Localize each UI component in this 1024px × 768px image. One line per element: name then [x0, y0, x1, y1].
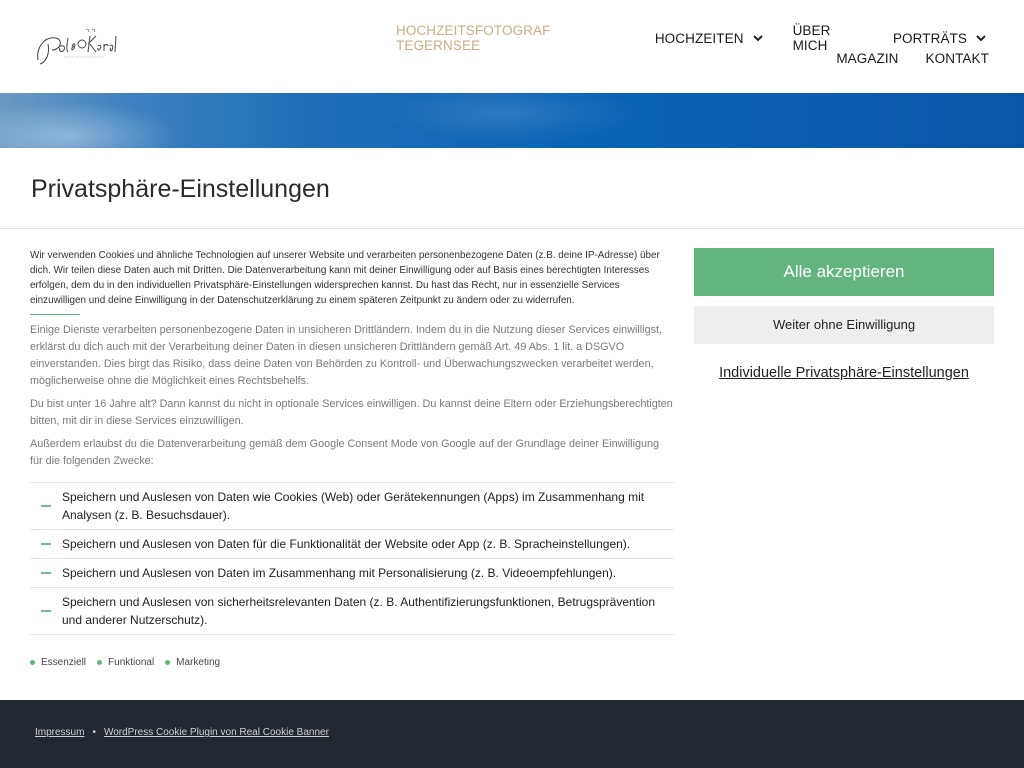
site-header: [0, 0, 1024, 93]
dash-icon: [30, 610, 62, 612]
purpose-text: Speichern und Auslesen von sicherheitsrelevanten Daten (z. B. Authentifizierungsfunktionen, Betrugsprävention und anderer Nutzerschutz).: [62, 595, 656, 627]
group-marketing: [165, 657, 220, 668]
purpose-list: [30, 482, 674, 635]
list-item: [30, 559, 674, 588]
site-logo[interactable]: [34, 26, 120, 68]
nav-item-label: HOCHZEITEN: [654, 30, 744, 46]
dash-icon: [30, 505, 62, 507]
nav-item-hochzeiten[interactable]: [655, 31, 766, 46]
dash-icon: [30, 543, 62, 545]
dialog-footer: [0, 700, 1024, 768]
group-label: Essenziell: [41, 657, 87, 668]
banner-cloud: [0, 101, 180, 148]
accept-all-button[interactable]: Alle akzeptieren: [694, 248, 994, 296]
continue-without-consent-button[interactable]: Weiter ohne Einwilligung: [694, 306, 994, 344]
bullet-icon: [30, 660, 35, 665]
nav-item-magazin[interactable]: [836, 51, 898, 66]
list-item: [30, 588, 674, 635]
nav-item-label: ÜBER MICH: [792, 23, 831, 53]
group-funktional: [97, 657, 154, 668]
nav-item-hochzeitsfotograf-tegernsee[interactable]: [396, 23, 628, 53]
list-item: [30, 483, 674, 530]
consent-paragraph-third-countries: Einige Dienste verarbeiten personenbezogene Daten in unsicheren Drittländern. Indem du in die Nutzung dieser Services einwilligst, erklärst du dich auch mit der Verarbeitung deiner Daten in diesen unsicheren Drittländern gemäß Art. 49 Abs. 1 lit. a DSGVO einverstanden. Dies birgt das Risiko, dass deine Daten von Behörden zu Kontroll- und Überwachungszwecken verarbeitet werden, möglicherweise ohne die Möglichkeit eines Rechtsbehelfs.: [30, 324, 662, 387]
main-nav: [369, 23, 989, 68]
bullet-icon: [97, 660, 102, 665]
divider: [30, 314, 80, 315]
consent-paragraph-age: Du bist unter 16 Jahre alt? Dann kannst du nicht in optionale Services einwilligen. Du kannst deine Eltern oder Erziehungsberechtigten bitten, mit dir in diese Services einzuwilligen.: [30, 398, 673, 427]
service-group-legend: [30, 657, 231, 668]
nav-item-label: HOCHZEITSFOTOGRAF TEGERNSEE: [396, 23, 551, 53]
individual-settings-link[interactable]: Individuelle Privatsphäre-Einstellungen: [719, 365, 969, 381]
nav-item-kontakt[interactable]: [926, 51, 989, 66]
plugin-link[interactable]: WordPress Cookie Plugin von Real Cookie Banner: [103, 727, 329, 738]
purpose-text: Speichern und Auslesen von Daten für die Funktionalität der Website oder App (z. B. Spracheinstellungen).: [62, 537, 631, 551]
footer-links: [35, 727, 329, 738]
consent-intro: Wir verwenden Cookies und ähnliche Technologien auf unserer Website und verarbeiten personenbezogene Daten (z.B. deine IP-Adresse) über dich. Wir teilen diese Daten auch mit Dritten. Die Datenverarbeitung kann mit deiner Einwilligung oder auf Basis eines berechtigten Interesses erfolgen, dem du in den individuellen Privatsphäre-Einstellungen widersprechen kannst. Du hast das Recht, nur in essenzielle Services einzuwilligen und deine Einwilligung in der Datenschutzerklärung zu einem späteren Zeitpunkt zu ändern oder zu widerrufen.: [30, 250, 660, 306]
impressum-link[interactable]: Impressum: [35, 727, 85, 738]
chevron-down-icon: [750, 31, 766, 45]
nav-item-label: PORTRÄTS: [892, 30, 967, 46]
consent-paragraph-google-consent: Außerdem erlaubst du die Datenverarbeitung gemäß dem Google Consent Mode von Google auf der Grundlage deiner Einwilligung für die folgenden Zwecke:: [30, 438, 659, 467]
group-label: Marketing: [176, 657, 221, 668]
nav-item-portraets[interactable]: [893, 31, 989, 46]
footer-separator: •: [92, 727, 96, 738]
group-label: Funktional: [108, 657, 155, 668]
group-essenziell: [30, 657, 86, 668]
banner-cloud: [380, 93, 640, 143]
chevron-down-icon: [973, 31, 989, 45]
nav-item-label: KONTAKT: [925, 50, 989, 66]
nav-item-label: MAGAZIN: [836, 50, 899, 66]
consent-actions: [694, 248, 994, 381]
list-item: [30, 530, 674, 559]
bullet-icon: [165, 660, 170, 665]
consent-text-column: [30, 248, 674, 635]
dash-icon: [30, 572, 62, 574]
hero-banner: [0, 93, 1024, 148]
dialog-title: Privatsphäre-Einstellungen: [31, 175, 330, 203]
nav-item-ueber-mich[interactable]: [793, 23, 866, 53]
purpose-text: Speichern und Auslesen von Daten wie Cookies (Web) oder Gerätekennungen (Apps) im Zusammenhang mit Analysen (z. B. Besuchsdauer).: [62, 490, 645, 522]
dialog-header: [0, 148, 1024, 229]
purpose-text: Speichern und Auslesen von Daten im Zusammenhang mit Personalisierung (z. B. Videoempfehlungen).: [62, 566, 617, 580]
